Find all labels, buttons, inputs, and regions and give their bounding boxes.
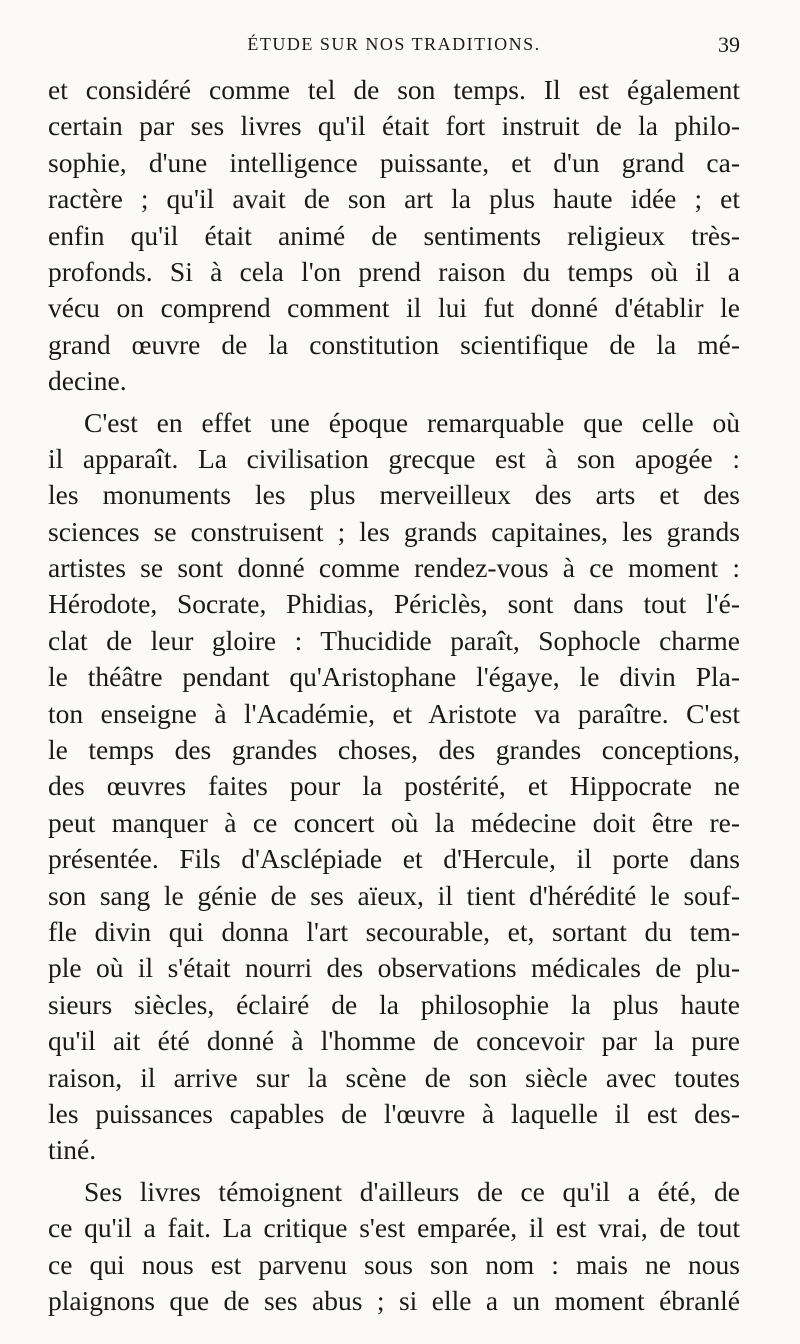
text-line: tiné. [48, 1134, 97, 1166]
text-line: ce qu'il a fait. La critique s'est emparée, il est vrai, de tout [48, 1212, 740, 1244]
text-line: Hérodote, Socrate, Phidias, Périclès, sont dans tout l'é- [48, 588, 740, 620]
text-line: certain par ses livres qu'il était fort instruit de la philo- [48, 110, 740, 142]
text-line: les puissances capables de l'œuvre à laquelle il est des- [48, 1097, 740, 1129]
text-line: sieurs siècles, éclairé de la philosophie la plus haute [48, 988, 740, 1020]
text-line: ton enseigne à l'Académie, et Aristote va paraître. C'est [48, 697, 740, 729]
text-line: le temps des grandes choses, des grandes conceptions, [48, 734, 740, 766]
text-line: clat de leur gloire : Thucidide paraît, Sophocle charme [48, 624, 740, 656]
text-line: C'est en effet une époque remarquable que celle où [84, 406, 740, 438]
body-text [48, 72, 740, 1319]
text-line: raison, il arrive sur la scène de son siècle avec toutes [48, 1061, 740, 1093]
text-line: Ses livres témoignent d'ailleurs de ce qu'il a été, de [84, 1175, 740, 1207]
text-line: vécu on comprend comment il lui fut donné d'établir le [48, 292, 740, 324]
text-line: sophie, d'une intelligence puissante, et d'un grand ca- [48, 146, 740, 178]
text-line: decine. [48, 365, 127, 397]
text-line: qu'il ait été donné à l'homme de concevoir par la pure [48, 1025, 740, 1057]
text-line: ple où il s'était nourri des observations médicales de plu- [48, 952, 740, 984]
text-line: fle divin qui donna l'art secourable, et, sortant du tem- [48, 915, 740, 947]
text-line: grand œuvre de la constitution scientifique de la mé- [48, 328, 740, 360]
text-line: artistes se sont donné comme rendez-vous à ce moment : [48, 552, 740, 584]
page-number: 39 [718, 32, 740, 57]
paragraph-2 [48, 405, 740, 1169]
text-line: présentée. Fils d'Asclépiade et d'Hercule, il porte dans [48, 843, 740, 875]
text-line: ractère ; qu'il avait de son art la plus haute idée ; et [48, 183, 740, 215]
running-title: ÉTUDE SUR NOS TRADITIONS. [247, 34, 541, 54]
text-line: sciences se construisent ; les grands capitaines, les grands [48, 515, 740, 547]
page-header [48, 32, 740, 60]
text-line: ce qui nous est parvenu sous son nom : mais ne nous [48, 1248, 740, 1280]
text-line: son sang le génie de ses aïeux, il tient d'hérédité le souf- [48, 879, 740, 911]
paragraph-3 [48, 1174, 740, 1320]
text-line: le théâtre pendant qu'Aristophane l'égaye, le divin Pla- [48, 661, 740, 693]
text-line: des œuvres faites pour la postérité, et Hippocrate ne [48, 770, 740, 802]
text-line: plaignons que de ses abus ; si elle a un moment ébranlé [48, 1284, 740, 1316]
text-line: les monuments les plus merveilleux des arts et des [48, 479, 740, 511]
text-line: et considéré comme tel de son temps. Il est également [48, 74, 740, 105]
text-line: enfin qu'il était animé de sentiments religieux très- [48, 219, 740, 251]
text-line: profonds. Si à cela l'on prend raison du temps où il a [48, 255, 740, 287]
text-line: il apparaît. La civilisation grecque est à son apogée : [48, 442, 740, 474]
text-line: peut manquer à ce concert où la médecine doit être re- [48, 806, 740, 838]
paragraph-1 [48, 72, 740, 400]
